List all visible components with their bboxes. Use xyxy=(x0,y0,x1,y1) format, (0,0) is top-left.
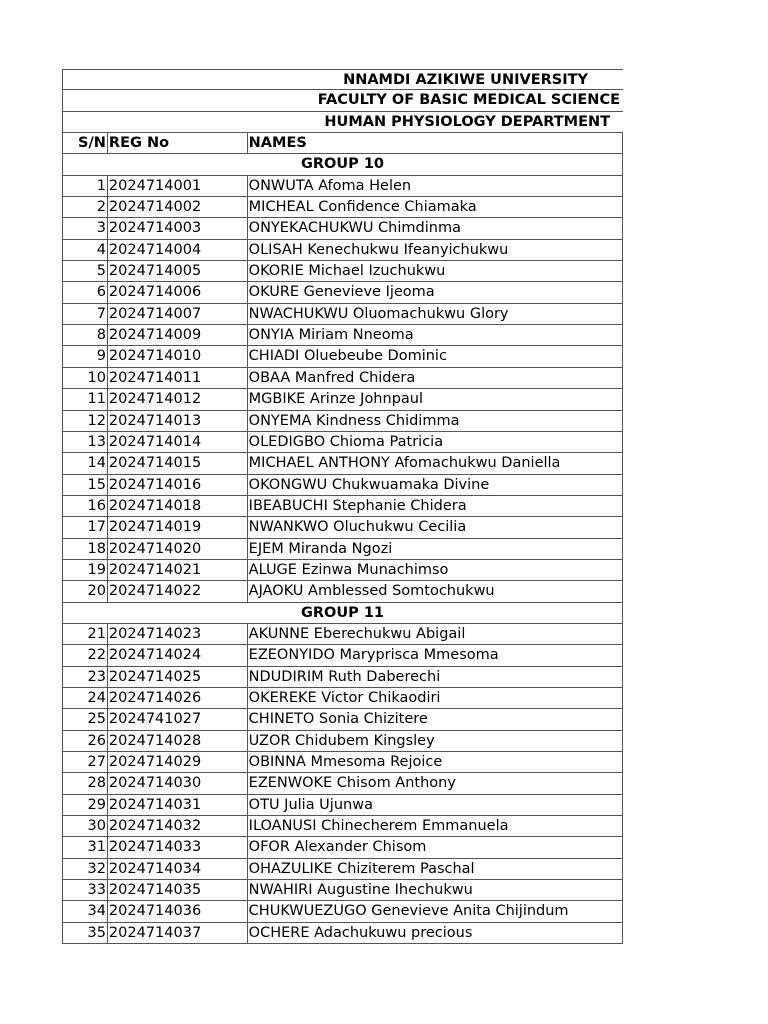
table-row xyxy=(62,475,623,496)
table-row xyxy=(62,496,623,517)
table-row xyxy=(62,197,623,218)
name-cell: IBEABUCHI Stephanie Chidera xyxy=(248,496,623,516)
sn-cell: 17 xyxy=(63,517,108,537)
table-row xyxy=(62,560,623,581)
table-row xyxy=(62,688,623,709)
reg-no-cell: 2024714010 xyxy=(108,346,248,366)
table-row xyxy=(62,517,623,538)
reg-no-cell: 2024714001 xyxy=(108,176,248,196)
sn-cell: 10 xyxy=(63,368,108,388)
reg-no-cell: 2024714002 xyxy=(108,197,248,217)
table-row xyxy=(62,346,623,367)
name-cell: AKUNNE Eberechukwu Abigail xyxy=(248,624,623,644)
name-cell: AJAOKU Amblessed Somtochukwu xyxy=(248,581,623,601)
reg-no-cell: 2024714023 xyxy=(108,624,248,644)
sn-cell: 30 xyxy=(63,816,108,836)
table-row xyxy=(62,411,623,432)
reg-no-cell: 2024714019 xyxy=(108,517,248,537)
sn-cell: 1 xyxy=(63,176,108,196)
table-row xyxy=(62,453,623,474)
sn-cell: 31 xyxy=(63,837,108,857)
sn-cell: 16 xyxy=(63,496,108,516)
table-row xyxy=(62,581,623,602)
table-row xyxy=(62,539,623,560)
sn-cell: 2 xyxy=(63,197,108,217)
sn-cell: 33 xyxy=(63,880,108,900)
sn-cell: 29 xyxy=(63,795,108,815)
name-cell: OBAA Manfred Chidera xyxy=(248,368,623,388)
reg-no-cell: 2024741027 xyxy=(108,709,248,729)
name-cell: NWACHUKWU Oluomachukwu Glory xyxy=(248,304,623,324)
table-row xyxy=(62,261,623,282)
table-row xyxy=(62,667,623,688)
sn-cell: 14 xyxy=(63,453,108,473)
name-cell: OKORIE Michael Izuchukwu xyxy=(248,261,623,281)
table-row xyxy=(62,645,623,666)
university-title: NNAMDI AZIKIWE UNIVERSITY xyxy=(343,72,588,88)
name-cell: EJEM Miranda Ngozi xyxy=(248,539,623,559)
name-cell: UZOR Chidubem Kingsley xyxy=(248,731,623,751)
table-row xyxy=(62,773,623,794)
reg-header: REG No xyxy=(108,133,248,153)
reg-no-cell: 2024714003 xyxy=(108,218,248,238)
group-row xyxy=(62,603,623,624)
name-cell: ONYIA Miriam Nneoma xyxy=(248,325,623,345)
reg-no-cell: 2024714015 xyxy=(108,453,248,473)
table-row xyxy=(62,368,623,389)
sn-cell: 19 xyxy=(63,560,108,580)
reg-no-cell: 2024714014 xyxy=(108,432,248,452)
department-title: HUMAN PHYSIOLOGY DEPARTMENT xyxy=(324,113,610,130)
reg-no-cell: 2024714031 xyxy=(108,795,248,815)
name-cell: NWAHIRI Augustine Ihechukwu xyxy=(248,880,623,900)
reg-no-cell: 2024714021 xyxy=(108,560,248,580)
name-cell: OBINNA Mmesoma Rejoice xyxy=(248,752,623,772)
reg-no-cell: 2024714007 xyxy=(108,304,248,324)
reg-no-cell: 2024714005 xyxy=(108,261,248,281)
sn-cell: 34 xyxy=(63,901,108,921)
table-row xyxy=(62,816,623,837)
name-cell: ILOANUSI Chinecherem Emmanuela xyxy=(248,816,623,836)
reg-no-cell: 2024714016 xyxy=(108,475,248,495)
sn-cell: 15 xyxy=(63,475,108,495)
table-row xyxy=(62,880,623,901)
table-row xyxy=(62,240,623,261)
reg-no-cell: 2024714030 xyxy=(108,773,248,793)
sn-cell: 11 xyxy=(63,389,108,409)
reg-no-cell: 2024714033 xyxy=(108,837,248,857)
name-cell: MICHAEL ANTHONY Afomachukwu Daniella xyxy=(248,453,623,473)
name-cell: OFOR Alexander Chisom xyxy=(248,837,623,857)
sn-cell: 22 xyxy=(63,645,108,665)
reg-no-cell: 2024714013 xyxy=(108,411,248,431)
sn-cell: 13 xyxy=(63,432,108,452)
sn-cell: 9 xyxy=(63,346,108,366)
table-row xyxy=(62,923,623,944)
title-row xyxy=(62,90,623,111)
sn-cell: 27 xyxy=(63,752,108,772)
group-row xyxy=(62,154,623,175)
name-cell: ONWUTA Afoma Helen xyxy=(248,176,623,196)
name-cell: ONYEMA Kindness Chidimma xyxy=(248,411,623,431)
name-cell: CHINETO Sonia Chizitere xyxy=(248,709,623,729)
table-row xyxy=(62,859,623,880)
sn-cell: 26 xyxy=(63,731,108,751)
title-row xyxy=(62,112,623,133)
table-row xyxy=(62,176,623,197)
table-row xyxy=(62,282,623,303)
table-row xyxy=(62,795,623,816)
sn-header: S/N xyxy=(63,133,108,153)
reg-no-cell: 2024714036 xyxy=(108,901,248,921)
reg-no-cell: 2024714029 xyxy=(108,752,248,772)
table-row xyxy=(62,901,623,922)
table-row xyxy=(62,624,623,645)
reg-no-cell: 2024714011 xyxy=(108,368,248,388)
sn-cell: 7 xyxy=(63,304,108,324)
sn-cell: 12 xyxy=(63,411,108,431)
table-row xyxy=(62,752,623,773)
name-cell: ALUGE Ezinwa Munachimso xyxy=(248,560,623,580)
reg-no-cell: 2024714025 xyxy=(108,667,248,687)
sn-cell: 6 xyxy=(63,282,108,302)
table-row xyxy=(62,304,623,325)
name-cell: CHIADI Oluebeube Dominic xyxy=(248,346,623,366)
reg-no-cell: 2024714024 xyxy=(108,645,248,665)
reg-no-cell: 2024714022 xyxy=(108,581,248,601)
name-cell: NDUDIRIM Ruth Daberechi xyxy=(248,667,623,687)
name-cell: OKEREKE Victor Chikaodiri xyxy=(248,688,623,708)
name-cell: ONYEKACHUKWU Chimdinma xyxy=(248,218,623,238)
name-cell: MICHEAL Confidence Chiamaka xyxy=(248,197,623,217)
sn-cell: 24 xyxy=(63,688,108,708)
group-label: GROUP 11 xyxy=(63,603,623,623)
sn-cell: 5 xyxy=(63,261,108,281)
sn-cell: 23 xyxy=(63,667,108,687)
sn-cell: 35 xyxy=(63,923,108,943)
name-cell: OCHERE Adachukuwu precious xyxy=(248,923,623,943)
table-row xyxy=(62,432,623,453)
name-cell: MGBIKE Arinze Johnpaul xyxy=(248,389,623,409)
table-row xyxy=(62,325,623,346)
name-cell: OKONGWU Chukwuamaka Divine xyxy=(248,475,623,495)
sn-cell: 28 xyxy=(63,773,108,793)
sn-cell: 8 xyxy=(63,325,108,345)
reg-no-cell: 2024714020 xyxy=(108,539,248,559)
name-cell: OKURE Genevieve Ijeoma xyxy=(248,282,623,302)
column-header-row xyxy=(62,133,623,154)
name-cell: OHAZULIKE Chiziterem Paschal xyxy=(248,859,623,879)
student-list-table xyxy=(62,69,623,944)
name-cell: OLISAH Kenechukwu Ifeanyichukwu xyxy=(248,240,623,260)
reg-no-cell: 2024714032 xyxy=(108,816,248,836)
group-label: GROUP 10 xyxy=(63,154,623,174)
name-cell: OLEDIGBO Chioma Patricia xyxy=(248,432,623,452)
reg-no-cell: 2024714035 xyxy=(108,880,248,900)
reg-no-cell: 2024714009 xyxy=(108,325,248,345)
table-row xyxy=(62,709,623,730)
name-cell: NWANKWO Oluchukwu Cecilia xyxy=(248,517,623,537)
sn-cell: 3 xyxy=(63,218,108,238)
table-row xyxy=(62,837,623,858)
sn-cell: 21 xyxy=(63,624,108,644)
sn-cell: 32 xyxy=(63,859,108,879)
reg-no-cell: 2024714028 xyxy=(108,731,248,751)
reg-no-cell: 2024714018 xyxy=(108,496,248,516)
names-header: NAMES xyxy=(248,133,623,153)
reg-no-cell: 2024714006 xyxy=(108,282,248,302)
sn-cell: 4 xyxy=(63,240,108,260)
reg-no-cell: 2024714037 xyxy=(108,923,248,943)
table-row xyxy=(62,218,623,239)
reg-no-cell: 2024714026 xyxy=(108,688,248,708)
reg-no-cell: 2024714004 xyxy=(108,240,248,260)
reg-no-cell: 2024714034 xyxy=(108,859,248,879)
name-cell: EZENWOKE Chisom Anthony xyxy=(248,773,623,793)
faculty-title: FACULTY OF BASIC MEDICAL SCIENCE xyxy=(317,92,620,109)
name-cell: CHUKWUEZUGO Genevieve Anita Chijindum xyxy=(248,901,623,921)
sn-cell: 18 xyxy=(63,539,108,559)
sn-cell: 25 xyxy=(63,709,108,729)
table-row xyxy=(62,389,623,410)
table-row xyxy=(62,731,623,752)
title-row xyxy=(62,69,623,90)
sn-cell: 20 xyxy=(63,581,108,601)
table-body xyxy=(62,154,623,944)
name-cell: OTU Julia Ujunwa xyxy=(248,795,623,815)
reg-no-cell: 2024714012 xyxy=(108,389,248,409)
name-cell: EZEONYIDO Maryprisca Mmesoma xyxy=(248,645,623,665)
